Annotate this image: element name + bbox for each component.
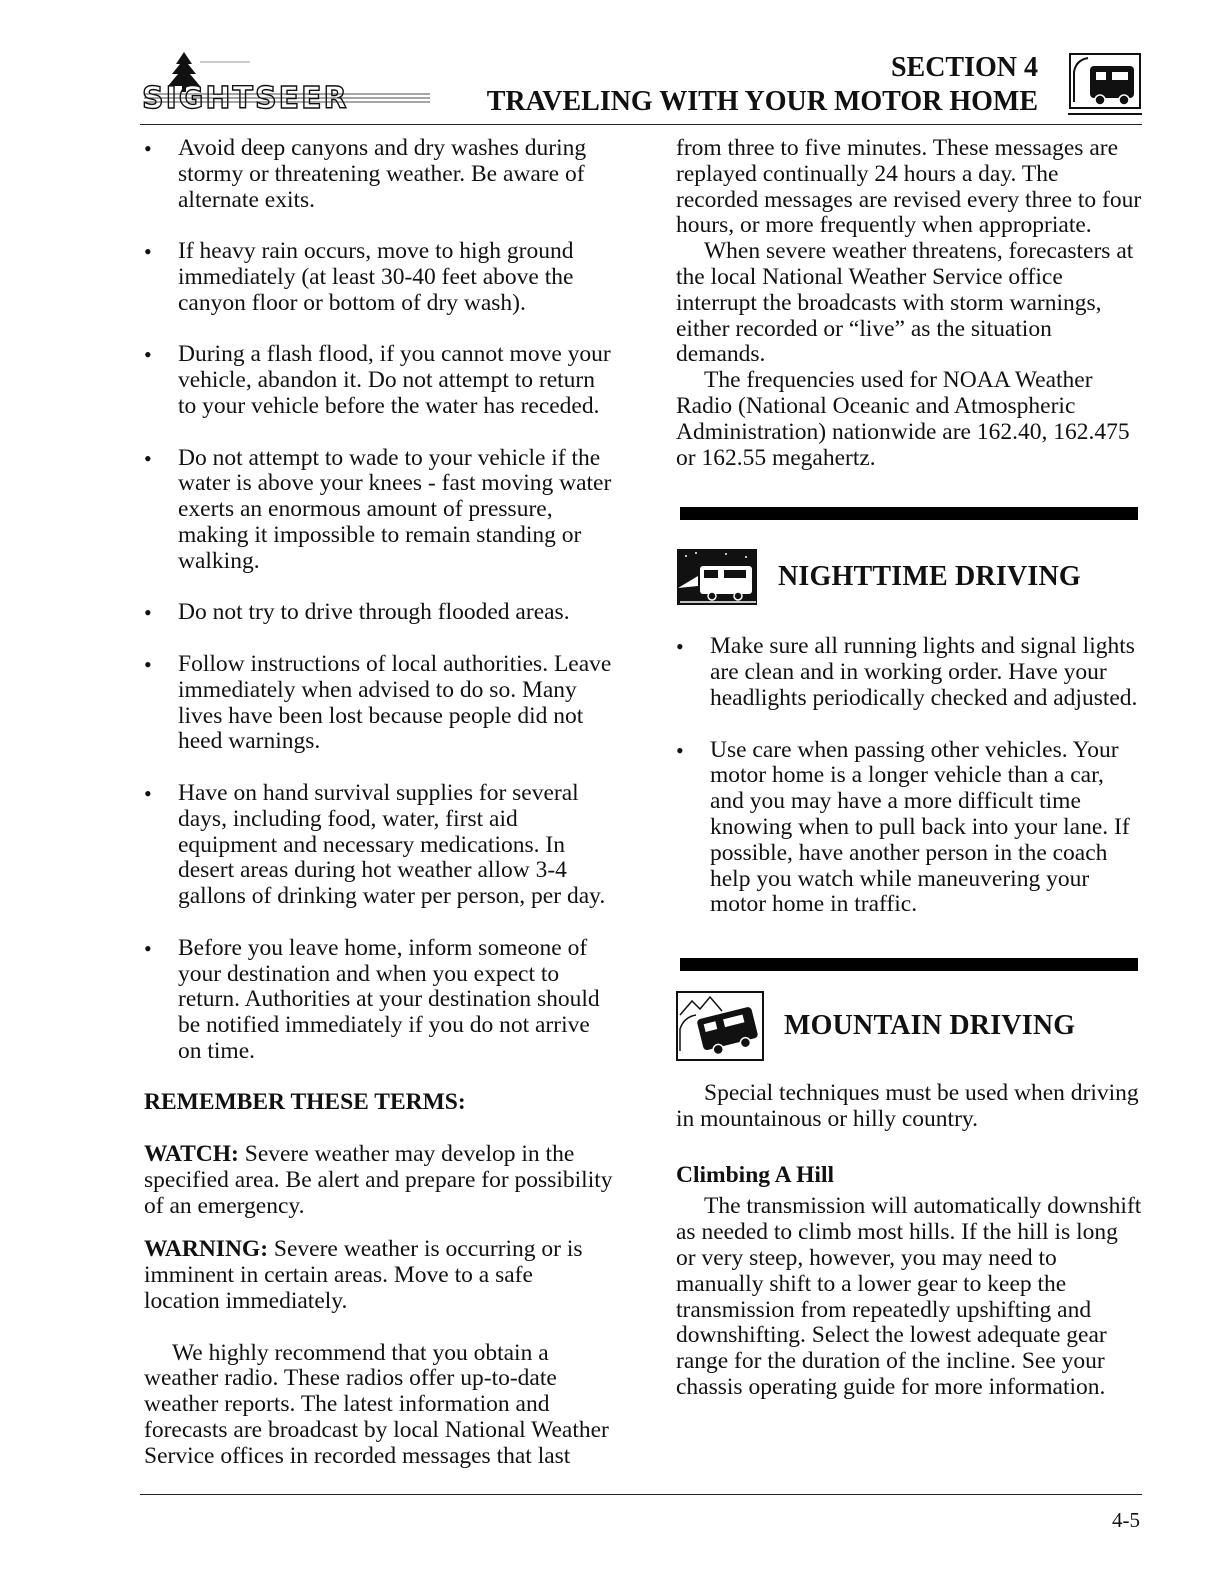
watch-definition [144, 1142, 614, 1219]
watch-text: Severe weather may develop in the specified area. Be alert and prepare for possibility of an emergency. [144, 1141, 613, 1219]
sightseer-logo [140, 48, 440, 110]
list-item: • Do not try to drive through flooded areas. [144, 600, 614, 626]
list-item: • Avoid deep canyons and dry washes during stormy or threatening weather. Be aware of alternate exits. [144, 136, 614, 213]
section-title: TRAVELING WITH YOUR MOTOR HOME [486, 86, 1038, 117]
terms-heading: REMEMBER THESE TERMS: [144, 1089, 466, 1116]
left-column [144, 136, 614, 1470]
header-rule [140, 124, 1142, 125]
radio-paragraph-cont: from three to five minutes. These messages are replayed continually 24 hours a day. The recorded messages are revised every three to four hours, or more frequently when appropriate. [676, 135, 1142, 239]
section-divider-bar [680, 507, 1138, 520]
list-item: • During a flash flood, if you cannot move your vehicle, abandon it. Do not attempt to return to your vehicle before the water has receded. [144, 342, 614, 419]
list-item: • Follow instructions of local authorities. Leave immediately when advised to do so. Many lives have been lost because people did not heed warnings. [144, 652, 614, 755]
nighttime-list [676, 634, 1142, 918]
list-item: • Use care when passing other vehicles. Your motor home is a longer vehicle than a car, and you may have a more difficult time knowing when to pull back into your lane. If possible, have another person in the coach help you watch while maneuvering your motor home in traffic. [676, 738, 1142, 919]
footer-rule [140, 1494, 1142, 1495]
mountain-intro-paragraph: Special techniques must be used when driving in mountainous or hilly country. [676, 1079, 1139, 1132]
storm-warning-paragraph: When severe weather threatens, forecasters at the local National Weather Service office interrupt the broadcasts with storm warnings, either recorded or “live” as the situation demands. [676, 238, 1134, 368]
warning-definition [144, 1237, 614, 1314]
list-item: • Do not attempt to wade to your vehicle if the water is above your knees - fast moving water exerts an enormous amount of pressure, making it impossible to remain standing or walking. [144, 446, 614, 575]
nighttime-driving-title: NIGHTTIME DRIVING [778, 561, 1081, 593]
motorhome-icon [1066, 52, 1142, 118]
list-item: • Make sure all running lights and signal lights are clean and in working order. Have your headlights periodically checked and adjusted. [676, 634, 1142, 711]
climbing-hill-heading: Climbing A Hill [676, 1161, 835, 1188]
right-column [676, 136, 1142, 1401]
list-item: • If heavy rain occurs, move to high ground immediately (at least 30-40 feet above the canyon floor or bottom of dry wash). [144, 239, 614, 316]
mountain-motorhome-icon [676, 991, 764, 1061]
noaa-frequency-paragraph: The frequencies used for NOAA Weather Radio (National Oceanic and Atmospheric Administration) nationwide are 162.40, 162.475 or 162.55 megahertz. [676, 367, 1130, 471]
climbing-hill-paragraph: The transmission will automatically downshift as needed to climb most hills. If the hill is long or very steep, however, you may need to manually shift to a lower gear to keep the transmission from repeatedly upshifting and downshifting. Select the lowest adequate gear range for the duration of the incline. See your chassis operating guide for more information. [676, 1193, 1142, 1400]
list-item: • Have on hand survival supplies for several days, including food, water, first aid equipment and necessary medications. In desert areas during hot weather allow 3-4 gallons of drinking water per person, per day. [144, 781, 614, 910]
mountain-driving-heading [676, 991, 1142, 1061]
mountain-driving-title: MOUNTAIN DRIVING [784, 1010, 1076, 1042]
warning-text: Severe weather is occurring or is imminent in certain areas. Move to a safe location immediately. [144, 1236, 583, 1315]
weather-radio-paragraph: We highly recommend that you obtain a weather radio. These radios offer up-to-date weather reports. The latest information and forecasts are broadcast by local National Weather Service offices in recorded messages that last [144, 1339, 609, 1469]
section-divider-bar [680, 958, 1138, 971]
night-motorhome-icon [676, 548, 758, 606]
page-number: 4-5 [1112, 1508, 1140, 1532]
section-number: SECTION 4 [890, 52, 1038, 83]
svg-text:SIGHTSEER: SIGHTSEER [142, 81, 349, 110]
list-item: • Before you leave home, inform someone of your destination and when you expect to return. Authorities at your destination should be notified immediately if you do not arrive on time. [144, 936, 614, 1065]
nighttime-driving-heading [676, 548, 1142, 606]
watch-label: WATCH: [144, 1141, 239, 1168]
flood-safety-list [144, 136, 614, 1065]
warning-label: WARNING: [144, 1236, 269, 1263]
